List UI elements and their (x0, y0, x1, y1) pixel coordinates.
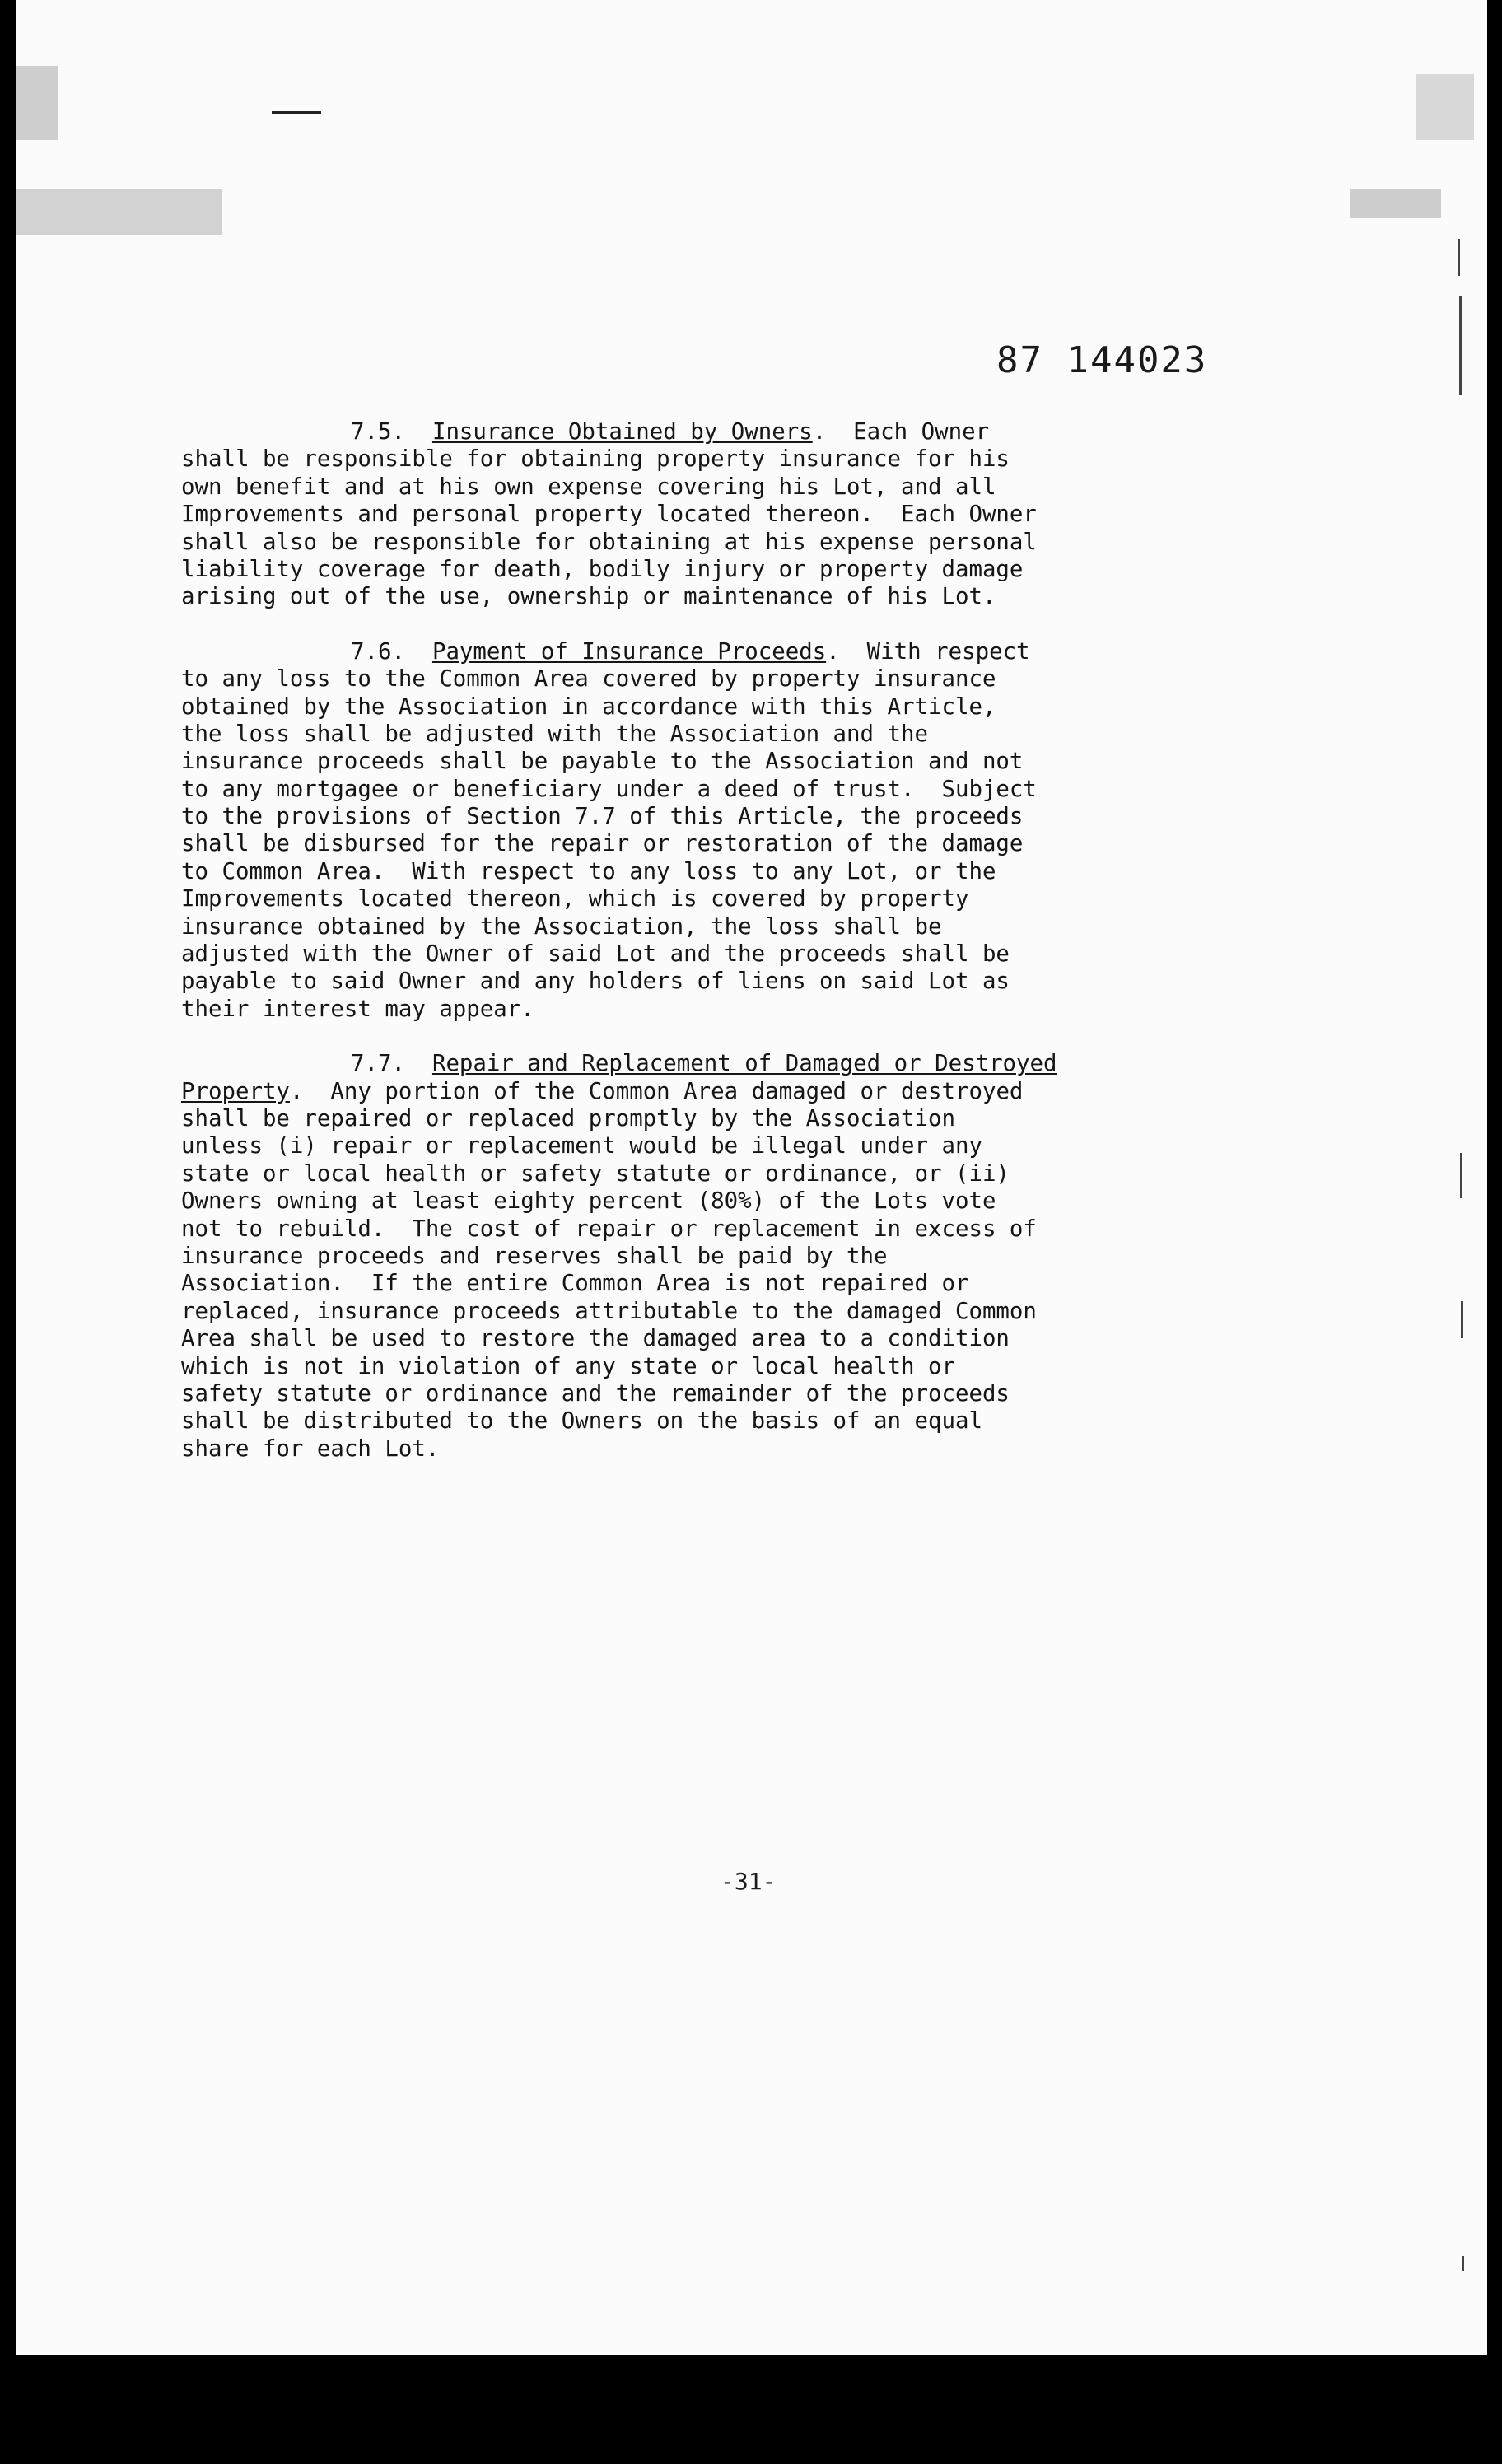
section-paragraph (181, 638, 1276, 1023)
text-line (181, 501, 1276, 528)
text-line (181, 665, 1276, 693)
text-line (181, 418, 1276, 446)
text-run: not to rebuild. The cost of repair or replacement in excess of (181, 1216, 1037, 1242)
text-line (181, 776, 1276, 803)
text-run: . Any portion of the Common Area damaged or destroyed (289, 1078, 1024, 1104)
text-run: the loss shall be adjusted with the Association and the (181, 721, 928, 747)
text-line (181, 1380, 1276, 1407)
text-run: shall be distributed to the Owners on the basis of an equal (181, 1408, 982, 1435)
text-run: payable to said Owner and any holders of liens on said Lot as (181, 968, 1010, 995)
text-line (181, 1353, 1276, 1380)
text-run: arising out of the use, ownership or maintenance of his Lot. (181, 584, 996, 610)
text-run: . Each Owner (812, 419, 990, 445)
text-line (181, 638, 1276, 665)
text-run: share for each Lot. (181, 1435, 440, 1462)
section-heading: Repair and Replacement of Damaged or Destroyed (431, 1051, 1057, 1077)
text-run: 7.6. (351, 638, 432, 665)
scan-mark (1458, 239, 1460, 276)
scan-mark (1461, 1301, 1463, 1338)
scan-mark (16, 189, 222, 235)
scan-mark (1462, 2256, 1464, 2271)
text-line (181, 1325, 1276, 1352)
text-line (181, 1078, 1276, 1105)
document-body (181, 418, 1276, 1490)
text-run: Improvements and personal property located thereon. Each Owner (181, 502, 1037, 528)
text-run: insurance proceeds and reserves shall be paid by the (181, 1243, 888, 1269)
scan-mark (1416, 74, 1474, 140)
text-run: shall be responsible for obtaining property insurance for his (181, 446, 1010, 473)
section-paragraph (181, 418, 1276, 611)
text-run: which is not in violation of any state or local health or (181, 1353, 955, 1379)
recording-number: 87 144023 (996, 339, 1208, 381)
text-line (181, 830, 1276, 857)
text-run: . With respect (826, 638, 1030, 665)
text-line (181, 858, 1276, 885)
text-run: 7.5. (351, 419, 432, 445)
text-line (181, 693, 1276, 721)
section-heading: Property (181, 1078, 290, 1104)
text-run: to Common Area. With respect to any loss to any Lot, or the (181, 858, 996, 884)
text-line (181, 583, 1276, 610)
scan-mark (16, 66, 58, 140)
text-run: Owners owning at least eighty percent (80%) of the Lots vote (181, 1188, 996, 1215)
text-line (181, 1216, 1276, 1243)
text-run: to the provisions of Section 7.7 of this Article, the proceeds (181, 804, 1024, 830)
text-line (181, 748, 1276, 775)
scan-mark (1350, 189, 1441, 218)
section-paragraph (181, 1050, 1276, 1463)
text-run: Improvements located thereon, which is covered by property (181, 886, 969, 912)
text-line (181, 1298, 1276, 1325)
text-line (181, 968, 1276, 995)
text-line (181, 1243, 1276, 1270)
text-line (181, 529, 1276, 556)
text-line (181, 803, 1276, 830)
text-run: to any mortgagee or beneficiary under a deed of trust. Subject (181, 776, 1037, 802)
text-run: obtained by the Association in accordance with this Article, (181, 693, 996, 720)
text-line (181, 556, 1276, 583)
text-run: unless (i) repair or replacement would be illegal under any (181, 1133, 982, 1160)
text-line (181, 1160, 1276, 1188)
text-run: insurance obtained by the Association, the loss shall be (181, 913, 942, 940)
text-line (181, 913, 1276, 940)
text-run: replaced, insurance proceeds attributable to the damaged Common (181, 1298, 1037, 1324)
text-run: 7.7. (351, 1051, 432, 1077)
text-line (181, 446, 1276, 473)
section-heading: Insurance Obtained by Owners (431, 419, 813, 445)
text-line (181, 721, 1276, 748)
scan-mark (1459, 296, 1462, 395)
text-run: shall also be responsible for obtaining at his expense personal (181, 529, 1037, 555)
scan-mark (272, 111, 321, 114)
text-run: shall be disbursed for the repair or restoration of the damage (181, 831, 1024, 857)
scan-mark (1460, 1153, 1462, 1198)
text-line (181, 996, 1276, 1023)
text-run: state or local health or safety statute or ordinance, or (ii) (181, 1160, 1010, 1187)
text-run: own benefit and at his own expense covering his Lot, and all (181, 474, 996, 500)
text-line (181, 1435, 1276, 1463)
text-run: adjusted with the Owner of said Lot and the proceeds shall be (181, 941, 1010, 968)
text-line (181, 1188, 1276, 1215)
text-line (181, 1270, 1276, 1297)
text-line (181, 474, 1276, 501)
text-line (181, 885, 1276, 912)
text-line (181, 1105, 1276, 1132)
text-line (181, 940, 1276, 968)
text-run: shall be repaired or replaced promptly by the Association (181, 1105, 955, 1132)
text-run: Area shall be used to restore the damaged area to a condition (181, 1326, 1010, 1352)
text-line (181, 1407, 1276, 1435)
text-run: Association. If the entire Common Area is not repaired or (181, 1271, 969, 1297)
text-line (181, 1050, 1276, 1077)
scan-border-bottom (0, 2355, 1502, 2464)
section-heading: Payment of Insurance Proceeds (431, 638, 827, 665)
text-run: insurance proceeds shall be payable to the Association and not (181, 749, 1024, 775)
page-number: -31- (721, 1868, 777, 1895)
document-page (16, 0, 1487, 2355)
text-line (181, 1132, 1276, 1160)
text-run: their interest may appear. (181, 996, 534, 1022)
text-run: safety statute or ordinance and the remainder of the proceeds (181, 1380, 1010, 1407)
text-run: liability coverage for death, bodily injury or property damage (181, 556, 1024, 582)
text-run: to any loss to the Common Area covered by property insurance (181, 666, 996, 693)
